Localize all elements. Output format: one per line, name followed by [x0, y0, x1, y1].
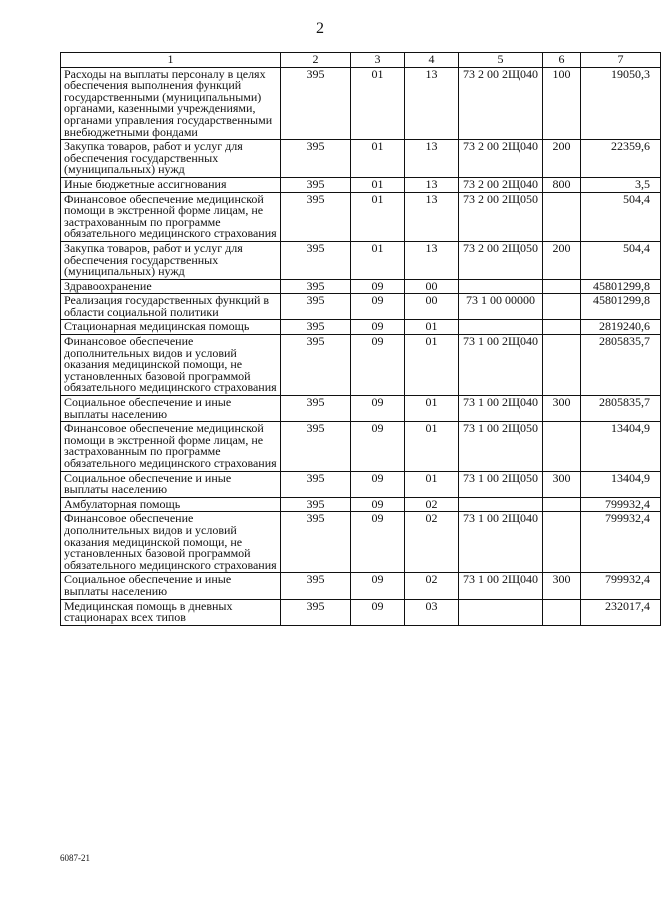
amount: 799932,4 — [581, 573, 661, 599]
target-item-code: 73 1 00 2Щ040 — [459, 573, 543, 599]
column-header: 2 — [281, 53, 351, 68]
amount: 13404,9 — [581, 471, 661, 497]
column-header: 1 — [61, 53, 281, 68]
table-row — [61, 335, 661, 396]
row-name: Финансовое обеспечение медицинской помощи в экстренной форме лицам, не застрахованным по программе обязательного медицинского страхования — [61, 192, 281, 241]
column-header: 5 — [459, 53, 543, 68]
target-item-code — [459, 497, 543, 512]
row-name: Социальное обеспечение и иные выплаты населению — [61, 471, 281, 497]
target-item-code: 73 1 00 2Щ040 — [459, 335, 543, 396]
table-row — [61, 512, 661, 573]
table-row — [61, 67, 661, 140]
amount: 22359,6 — [581, 140, 661, 178]
budget-code: 395 — [281, 320, 351, 335]
row-name: Иные бюджетные ассигнования — [61, 177, 281, 192]
section-code: 09 — [351, 422, 405, 471]
amount: 3,5 — [581, 177, 661, 192]
target-item-code: 73 2 00 2Щ050 — [459, 241, 543, 279]
section-code: 09 — [351, 320, 405, 335]
row-name: Закупка товаров, работ и услуг для обеспечения государственных (муниципальных) нужд — [61, 241, 281, 279]
row-name: Медицинская помощь в дневных стационарах всех типов — [61, 599, 281, 625]
budget-code: 395 — [281, 67, 351, 140]
table-row — [61, 396, 661, 422]
amount: 2805835,7 — [581, 396, 661, 422]
amount: 799932,4 — [581, 512, 661, 573]
subsection-code: 01 — [405, 471, 459, 497]
amount: 19050,3 — [581, 67, 661, 140]
section-code: 09 — [351, 573, 405, 599]
column-header: 4 — [405, 53, 459, 68]
amount: 2805835,7 — [581, 335, 661, 396]
subsection-code: 13 — [405, 241, 459, 279]
subsection-code: 03 — [405, 599, 459, 625]
expense-type-code — [543, 279, 581, 294]
subsection-code: 02 — [405, 573, 459, 599]
row-name: Закупка товаров, работ и услуг для обеспечения государственных (муниципальных) нужд — [61, 140, 281, 178]
subsection-code: 02 — [405, 512, 459, 573]
amount: 45801299,8 — [581, 294, 661, 320]
budget-code: 395 — [281, 512, 351, 573]
expense-type-code: 100 — [543, 67, 581, 140]
table-row — [61, 599, 661, 625]
target-item-code: 73 2 00 2Щ050 — [459, 192, 543, 241]
row-name: Финансовое обеспечение дополнительных видов и условий оказания медицинской помощи, не установленных базовой программой обязательного медицинского страхования — [61, 512, 281, 573]
table-row — [61, 279, 661, 294]
target-item-code: 73 1 00 2Щ040 — [459, 512, 543, 573]
target-item-code — [459, 599, 543, 625]
budget-code: 395 — [281, 294, 351, 320]
budget-code: 395 — [281, 471, 351, 497]
subsection-code: 01 — [405, 320, 459, 335]
document-code: 6087-21 — [60, 853, 90, 863]
target-item-code: 73 2 00 2Щ040 — [459, 177, 543, 192]
budget-table — [60, 52, 661, 626]
row-name: Амбулаторная помощь — [61, 497, 281, 512]
table-body — [61, 67, 661, 625]
subsection-code: 13 — [405, 177, 459, 192]
budget-code: 395 — [281, 335, 351, 396]
amount: 232017,4 — [581, 599, 661, 625]
table-row — [61, 422, 661, 471]
subsection-code: 00 — [405, 294, 459, 320]
row-name: Здравоохранение — [61, 279, 281, 294]
table-row — [61, 177, 661, 192]
target-item-code: 73 2 00 2Щ040 — [459, 140, 543, 178]
target-item-code — [459, 320, 543, 335]
amount: 504,4 — [581, 241, 661, 279]
amount: 504,4 — [581, 192, 661, 241]
target-item-code: 73 1 00 2Щ040 — [459, 396, 543, 422]
section-code: 01 — [351, 177, 405, 192]
row-name: Стационарная медицинская помощь — [61, 320, 281, 335]
table-row — [61, 140, 661, 178]
amount: 2819240,6 — [581, 320, 661, 335]
row-name: Финансовое обеспечение медицинской помощи в экстренной форме лицам, не застрахованным по программе обязательного медицинского страхования — [61, 422, 281, 471]
table-row — [61, 320, 661, 335]
header-row — [61, 53, 661, 68]
target-item-code: 73 1 00 2Щ050 — [459, 422, 543, 471]
expense-type-code — [543, 497, 581, 512]
row-name: Финансовое обеспечение дополнительных видов и условий оказания медицинской помощи, не установленных базовой программой обязательного медицинского страхования — [61, 335, 281, 396]
expense-type-code: 300 — [543, 396, 581, 422]
table-row — [61, 192, 661, 241]
budget-code: 395 — [281, 241, 351, 279]
expense-type-code — [543, 320, 581, 335]
table-row — [61, 573, 661, 599]
table-row — [61, 294, 661, 320]
budget-code: 395 — [281, 279, 351, 294]
section-code: 09 — [351, 599, 405, 625]
expense-type-code — [543, 294, 581, 320]
expense-type-code — [543, 512, 581, 573]
row-name: Расходы на выплаты персоналу в целях обеспечения выполнения функций государственными (муниципальными) органами, казенными учреждениями, органами управления государственными внебюджетными фондами — [61, 67, 281, 140]
expense-type-code — [543, 422, 581, 471]
subsection-code: 01 — [405, 396, 459, 422]
budget-code: 395 — [281, 192, 351, 241]
expense-type-code — [543, 192, 581, 241]
subsection-code: 00 — [405, 279, 459, 294]
subsection-code: 13 — [405, 192, 459, 241]
amount: 45801299,8 — [581, 279, 661, 294]
expense-type-code: 300 — [543, 573, 581, 599]
section-code: 09 — [351, 294, 405, 320]
expense-type-code: 200 — [543, 241, 581, 279]
subsection-code: 02 — [405, 497, 459, 512]
target-item-code — [459, 279, 543, 294]
section-code: 09 — [351, 335, 405, 396]
section-code: 01 — [351, 67, 405, 140]
section-code: 01 — [351, 241, 405, 279]
row-name: Социальное обеспечение и иные выплаты населению — [61, 573, 281, 599]
amount: 13404,9 — [581, 422, 661, 471]
budget-code: 395 — [281, 599, 351, 625]
expense-type-code: 300 — [543, 471, 581, 497]
row-name: Реализация государственных функций в области социальной политики — [61, 294, 281, 320]
column-header: 6 — [543, 53, 581, 68]
subsection-code: 13 — [405, 140, 459, 178]
section-code: 09 — [351, 471, 405, 497]
table-row — [61, 241, 661, 279]
target-item-code: 73 1 00 2Щ050 — [459, 471, 543, 497]
row-name: Социальное обеспечение и иные выплаты населению — [61, 396, 281, 422]
table-row — [61, 497, 661, 512]
table-row — [61, 471, 661, 497]
budget-code: 395 — [281, 422, 351, 471]
target-item-code: 73 2 00 2Щ040 — [459, 67, 543, 140]
expense-type-code — [543, 599, 581, 625]
section-code: 09 — [351, 512, 405, 573]
target-item-code: 73 1 00 00000 — [459, 294, 543, 320]
page-number: 2 — [316, 20, 324, 37]
budget-code: 395 — [281, 140, 351, 178]
column-header: 3 — [351, 53, 405, 68]
budget-code: 395 — [281, 396, 351, 422]
section-code: 09 — [351, 396, 405, 422]
budget-code: 395 — [281, 497, 351, 512]
budget-code: 395 — [281, 573, 351, 599]
subsection-code: 13 — [405, 67, 459, 140]
column-header: 7 — [581, 53, 661, 68]
expense-type-code: 800 — [543, 177, 581, 192]
section-code: 01 — [351, 140, 405, 178]
expense-type-code — [543, 335, 581, 396]
amount: 799932,4 — [581, 497, 661, 512]
section-code: 01 — [351, 192, 405, 241]
expense-type-code: 200 — [543, 140, 581, 178]
section-code: 09 — [351, 279, 405, 294]
subsection-code: 01 — [405, 335, 459, 396]
budget-code: 395 — [281, 177, 351, 192]
subsection-code: 01 — [405, 422, 459, 471]
section-code: 09 — [351, 497, 405, 512]
